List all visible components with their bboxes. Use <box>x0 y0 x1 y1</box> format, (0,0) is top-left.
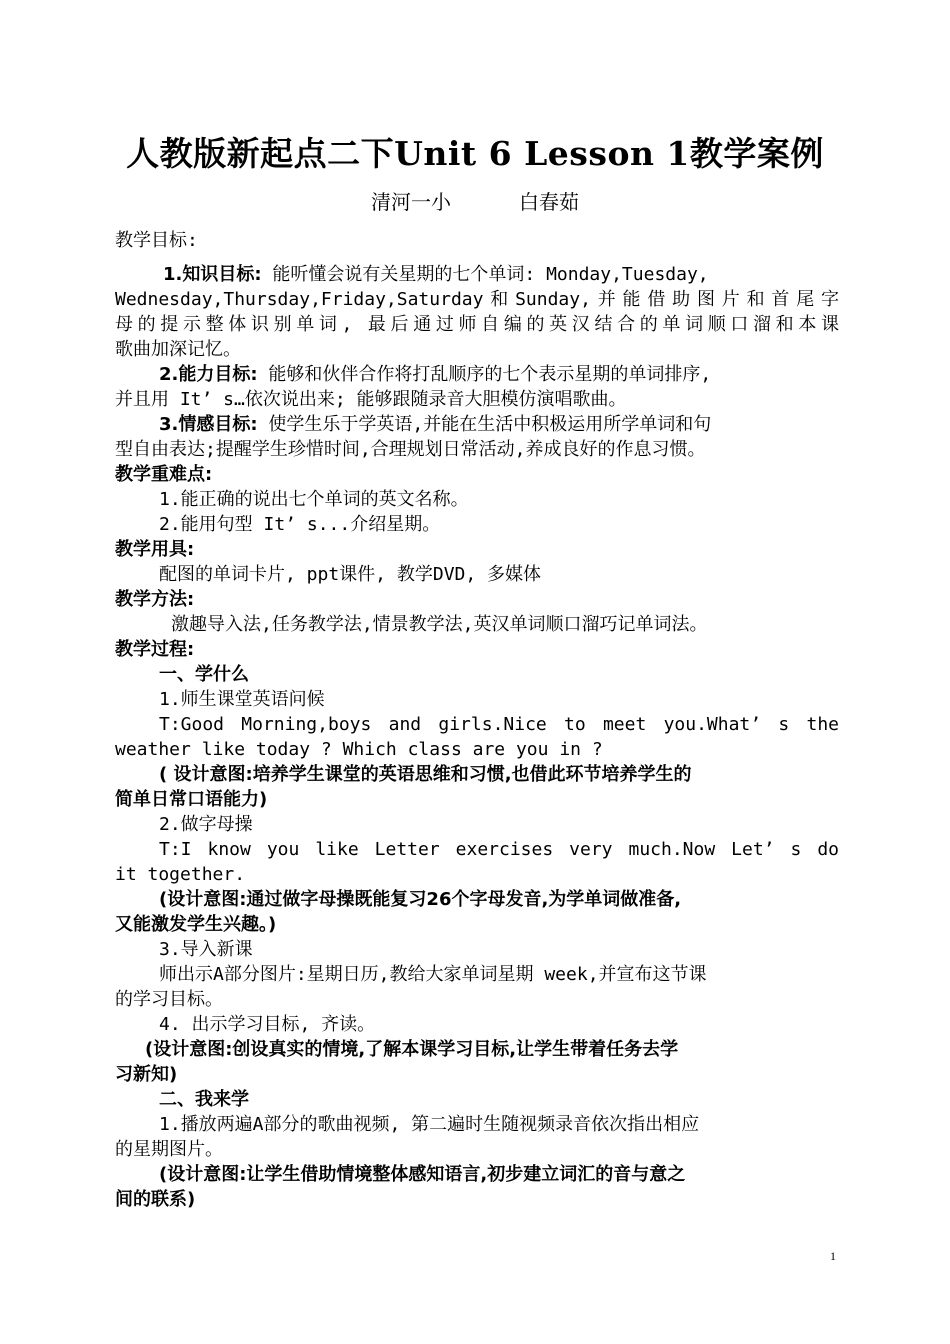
objective-1-label: 1.知识目标: <box>163 264 262 285</box>
methods-text: 激趣导入法,任务教学法,情景教学法,英汉单词顺口溜巧记单词法。 <box>171 614 708 635</box>
tools-text: 配图的单词卡片, ppt课件, 教学DVD, 多媒体 <box>159 564 542 585</box>
part-1-heading: 一、学什么 <box>159 664 249 685</box>
paragraph-line: Wednesday,Thursday,Friday,Saturday和Sunday,并能借助图片和首尾字 <box>115 289 839 310</box>
design-intent: ( 设计意图:培养学生课堂的英语思维和习惯,也借此环节培养学生的 <box>159 764 692 785</box>
paragraph-line: 并且用 It’ s…依次说出来; 能够跟随录音大胆模仿演唱歌曲。 <box>115 389 627 410</box>
school-name: 清河一小 <box>370 190 451 214</box>
objective-3-label: 3.情感目标: <box>159 414 258 435</box>
step-2-dialogue: it together. <box>115 864 246 885</box>
objective-2-line <box>115 362 839 387</box>
author-name: 白春茹 <box>519 190 580 214</box>
part-2-step-1: 1.播放两遍A部分的歌曲视频, 第二遍时生随视频录音依次指出相应 <box>159 1114 700 1135</box>
design-intent: 简单日常口语能力) <box>115 789 268 810</box>
paragraph-line: 母的提示整体识别单词, 最后通过师自编的英汉结合的单词顺口溜和本课 <box>115 314 839 335</box>
design-intent: 又能激发学生兴趣。) <box>115 914 277 935</box>
step-2: 2.做字母操 <box>159 814 253 835</box>
page-number: 1 <box>830 1249 836 1263</box>
design-intent: (设计意图:让学生借助情境整体感知语言,初步建立词汇的音与意之 <box>159 1164 686 1185</box>
author-line <box>0 186 950 215</box>
paragraph-line: 型自由表达;提醒学生珍惜时间,合理规划日常活动,养成良好的作息习惯。 <box>115 439 706 460</box>
objective-2-text: 能够和伙伴合作将打乱顺序的七个表示星期的单词排序, <box>268 364 712 385</box>
step-1-dialogue: weather like today ? Which class are you in ? <box>115 739 603 760</box>
objective-1-text: 能听懂会说有关星期的七个单词: Monday,Tuesday, <box>272 264 709 285</box>
document-title: 人教版新起点二下Unit 6 Lesson 1教学案例 <box>126 134 824 173</box>
keypoints-heading: 教学重难点: <box>115 464 213 485</box>
keypoint-2: 2.能用句型 It’ s...介绍星期。 <box>159 514 441 535</box>
paragraph-line: 歌曲加深记忆。 <box>115 339 241 360</box>
step-1-dialogue: T:Good Morning,boys and girls.Nice to meet you.What’ s the <box>159 714 839 735</box>
step-3-text: 师出示A部分图片:星期日历,教给大家单词星期 week,并宣布这节课 <box>159 964 707 985</box>
process-heading: 教学过程: <box>115 639 195 660</box>
design-intent: 习新知) <box>115 1064 178 1085</box>
keypoint-1: 1.能正确的说出七个单词的英文名称。 <box>159 489 469 510</box>
step-2-dialogue: T:I know you like Letter exercises very much.Now Let’ s do <box>159 839 839 860</box>
tools-heading: 教学用具: <box>115 539 195 560</box>
part-2-heading: 二、我来学 <box>159 1089 249 1110</box>
objective-2-label: 2.能力目标: <box>159 364 258 385</box>
part-2-step-1: 的星期图片。 <box>115 1139 223 1160</box>
step-3-text: 的学习目标。 <box>115 989 223 1010</box>
step-4: 4. 出示学习目标, 齐读。 <box>159 1014 376 1035</box>
step-3: 3.导入新课 <box>159 939 253 960</box>
design-intent: (设计意图:创设真实的情境,了解本课学习目标,让学生带着任务去学 <box>145 1039 679 1060</box>
objectives-heading: 教学目标: <box>115 230 198 251</box>
objective-3-line <box>115 412 839 437</box>
objective-3-text: 使学生乐于学英语,并能在生活中积极运用所学单词和句 <box>268 414 712 435</box>
objective-1-line <box>115 262 839 287</box>
design-intent: 间的联系) <box>115 1189 196 1210</box>
methods-heading: 教学方法: <box>115 589 195 610</box>
step-1: 1.师生课堂英语问候 <box>159 689 325 710</box>
design-intent: (设计意图:通过做字母操既能复习26个字母发音,为学单词做准备, <box>159 889 682 910</box>
